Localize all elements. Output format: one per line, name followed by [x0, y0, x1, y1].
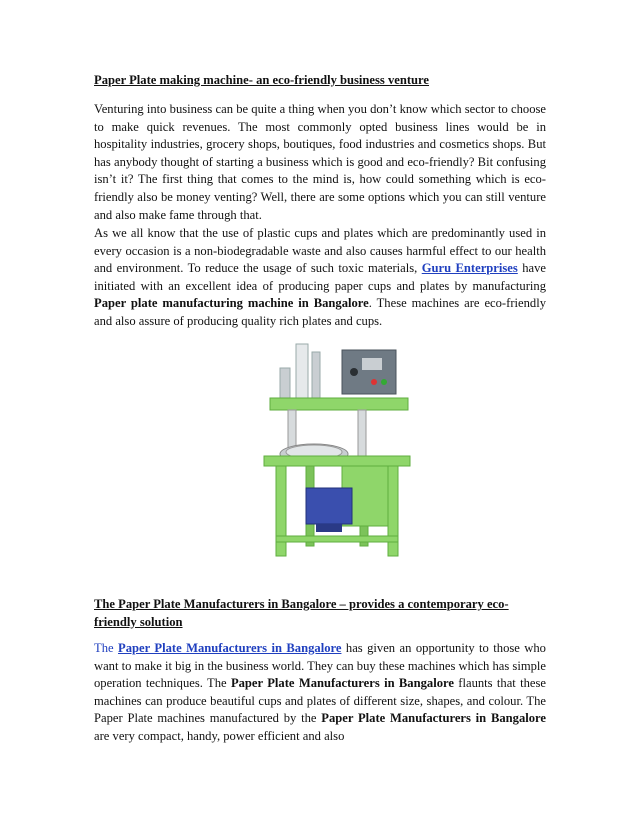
paper-plate-manufacturers-link[interactable]: Paper Plate Manufacturers in Bangalore [118, 641, 342, 655]
section-heading-2: The Paper Plate Manufacturers in Bangalore – provides a contemporary eco-friendly solution [94, 597, 509, 629]
bold-text: Paper Plate Manufacturers in Bangalore [230, 676, 454, 691]
text-span: As we all know that the use of plastic cups and plates which are predominantly used in every occasion is a non-biodegradable waste and also causes harmful effect to our health and environment. To reduce the usage of such toxic materials, [94, 226, 546, 276]
text-span: flaunts that these machines can produce beautiful cups and plates of different size, shapes, and colour. The Paper Plate machines manufactured by the [94, 676, 546, 726]
text-span: has given an opportunity to those who want to make it big in the business world. They can buy these machines which has simple operation techniques. The [94, 641, 547, 691]
section-manufacturers [94, 596, 546, 631]
manufacturers-paragraph [94, 640, 546, 746]
paragraph-text: Venturing into business can be quite a thing when you don’t know which sector to choose to make quick revenues. The most commonly opted business lines would be in hospitality industries, grocery shops, boutiques, food industries and cosmetics shops. But has anybody thought of starting a business which is good and eco-friendly? Bit confusing isn’t it? The first thing that comes to the mind is, how could something which is eco-friendly also be money venting? Well, there are some options which you can still venture and also make fame through that. [94, 102, 546, 222]
bold-text: Paper plate manufacturing machine in Bangalore [94, 296, 369, 311]
paragraph-text-3 [94, 640, 546, 746]
text-span: . These machines are eco-friendly and also assure of producing quality rich plates and cups. [94, 296, 546, 328]
text-span: have initiated with an excellent idea of producing paper cups and plates by manufacturing [94, 261, 546, 293]
intro-paragraph [94, 101, 546, 224]
paragraph-text-2 [94, 225, 546, 331]
plastic-paragraph [94, 225, 546, 331]
bold-text: Paper Plate Manufacturers in Bangalore [321, 711, 546, 726]
section-heading: Paper Plate making machine- an eco-friendly business venture [94, 73, 430, 87]
text-span: The [94, 641, 114, 655]
machine-image [250, 338, 420, 560]
section-intro [94, 72, 546, 90]
paper-plate-machine-photo-icon [250, 338, 420, 560]
text-span: are very compact, handy, power efficient and also [94, 728, 345, 743]
guru-enterprises-link[interactable]: Guru Enterprises [421, 261, 518, 276]
